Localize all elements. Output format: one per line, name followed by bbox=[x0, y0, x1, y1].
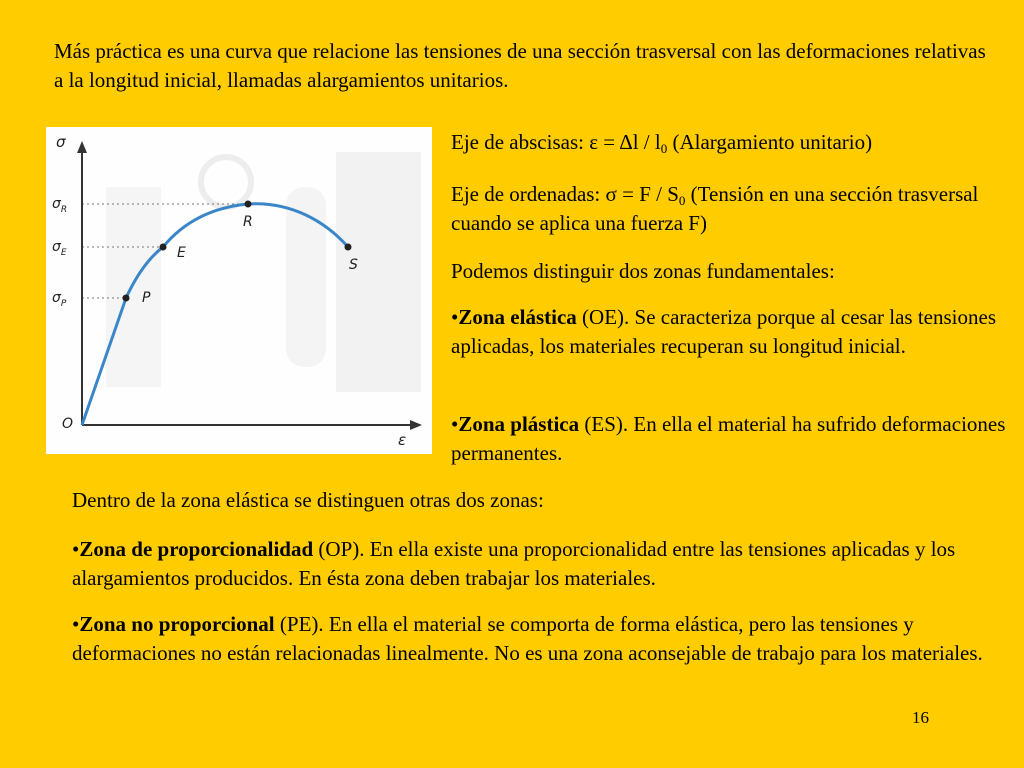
sigma-e-label: $\sigma_E$ bbox=[52, 239, 67, 258]
elastic-zone-term: Zona elástica bbox=[458, 305, 577, 329]
bullet-icon: • bbox=[451, 305, 459, 329]
page-number: 16 bbox=[912, 708, 929, 727]
plastic-zone-term: Zona plástica bbox=[458, 412, 580, 436]
point-e-marker bbox=[160, 244, 167, 251]
elastic-zone-item bbox=[451, 303, 1011, 361]
point-s-marker bbox=[345, 244, 352, 251]
abscissa-subscript: 0 bbox=[660, 141, 668, 156]
plastic-zone-item bbox=[451, 410, 1011, 468]
abscissa-description bbox=[451, 128, 1011, 157]
abscissa-suffix: (Alargamiento unitario) bbox=[667, 130, 873, 154]
x-axis-label: ε bbox=[398, 431, 407, 449]
proportional-zone-text: (OP). En ella existe una proporcionalidad entre las tensiones aplicadas y los alargamientos producidos. En ésta zona deben trabajar los materiales. bbox=[72, 537, 956, 590]
ordinate-subscript: 0 bbox=[678, 193, 686, 208]
figure-background-faded bbox=[106, 152, 421, 392]
point-e-label: E bbox=[177, 245, 186, 261]
stress-strain-figure bbox=[46, 127, 432, 454]
point-r-label: R bbox=[243, 214, 253, 230]
point-p-label: P bbox=[142, 290, 151, 306]
subzones-intro: Dentro de la zona elástica se distinguen otras dos zonas: bbox=[72, 488, 544, 512]
ordinate-suffix: (Tensión en una sección trasversal cuando se aplica una fuerza F) bbox=[451, 182, 979, 235]
non-proportional-zone-item bbox=[72, 610, 1007, 668]
bullet-icon: • bbox=[72, 537, 80, 561]
intro-paragraph: Más práctica es una curva que relacione las tensiones de una sección trasversal con las deformaciones relativas a la longitud inicial, llamadas alargamientos unitarios. bbox=[54, 39, 986, 92]
origin-label: O bbox=[62, 416, 74, 432]
sigma-r-label: $\sigma_R$ bbox=[52, 196, 68, 215]
elastic-zone-text: (OE). Se caracteriza porque al cesar las tensiones aplicadas, los materiales recuperan su longitud inicial. bbox=[451, 305, 996, 358]
point-r-marker bbox=[245, 201, 252, 208]
sigma-p-label: $\sigma_P$ bbox=[52, 290, 67, 309]
stress-strain-diagram bbox=[46, 127, 432, 454]
bullet-icon: • bbox=[451, 412, 459, 436]
ordinate-prefix: Eje de ordenadas: bbox=[451, 182, 606, 206]
point-p-marker bbox=[123, 295, 130, 302]
proportional-zone-item bbox=[72, 535, 1007, 593]
plastic-zone-text: (ES). En ella el material ha sufrido deformaciones permanentes. bbox=[451, 412, 1006, 465]
bullet-icon: • bbox=[72, 612, 80, 636]
ordinate-formula: σ = F / S bbox=[605, 182, 679, 206]
ordinate-description bbox=[451, 180, 1011, 238]
point-s-label: S bbox=[349, 257, 358, 273]
abscissa-formula: ε = Δl / l bbox=[589, 130, 661, 154]
zones-intro: Podemos distinguir dos zonas fundamentales: bbox=[451, 259, 835, 283]
non-proportional-zone-text: (PE). En ella el material se comporta de forma elástica, pero las tensiones y deformaciones no están relacionadas linealmente. No es una zona aconsejable de trabajo para los materiales. bbox=[72, 612, 983, 665]
y-axis-arrow-icon bbox=[77, 141, 87, 153]
proportional-zone-term: Zona de proporcionalidad bbox=[79, 537, 314, 561]
non-proportional-zone-term: Zona no proporcional bbox=[79, 612, 275, 636]
abscissa-prefix: Eje de abscisas: bbox=[451, 130, 590, 154]
x-axis-arrow-icon bbox=[410, 420, 422, 430]
y-axis-label: σ bbox=[56, 133, 66, 151]
